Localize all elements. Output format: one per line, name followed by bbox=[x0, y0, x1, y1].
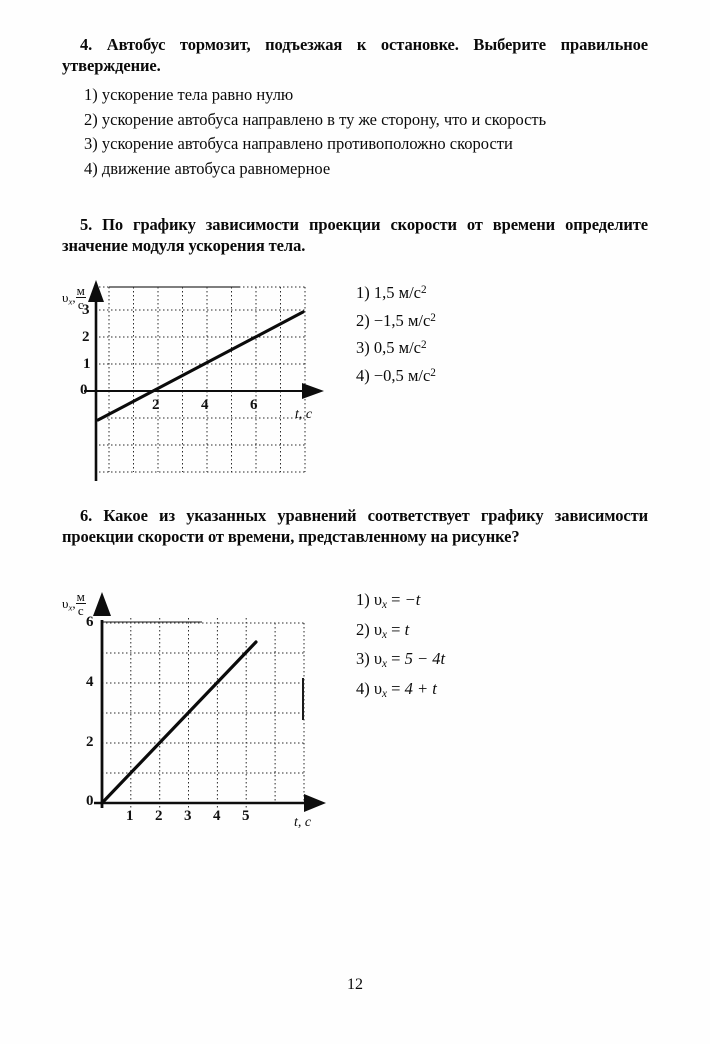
question-4-stem: 4. Автобус тормозит, подъезжая к остановке. Выберите правильное утверждение. bbox=[62, 35, 648, 75]
option-marker: 2) bbox=[356, 310, 370, 330]
option-unit: м/с bbox=[407, 365, 431, 385]
y-tick-label: 0 bbox=[80, 382, 88, 398]
y-tick-label: 2 bbox=[86, 734, 94, 750]
option-equals: = bbox=[391, 649, 401, 669]
graph-q5 bbox=[62, 276, 347, 486]
question-4-options bbox=[62, 83, 648, 181]
ylabel-comma: , bbox=[72, 596, 76, 612]
option-subscript: x bbox=[382, 658, 388, 671]
question-5-block bbox=[62, 214, 648, 256]
option-exponent: 2 bbox=[430, 366, 436, 379]
option-marker: 4) bbox=[356, 365, 370, 385]
option-equals: = bbox=[391, 678, 401, 698]
option-marker: 1) bbox=[356, 590, 370, 609]
unit-denominator: с bbox=[76, 297, 86, 311]
y-tick-label: 1 bbox=[83, 356, 91, 372]
option-value: 0,5 bbox=[373, 338, 395, 358]
option-equals: = bbox=[391, 590, 401, 609]
y-axis bbox=[93, 592, 111, 808]
unit-numerator: м bbox=[76, 589, 85, 604]
option-value: −1,5 bbox=[373, 310, 404, 330]
x-tick-label: 5 bbox=[242, 808, 250, 824]
option-value: 1,5 bbox=[373, 283, 395, 303]
y-tick-label: 3 bbox=[82, 302, 90, 318]
data-series-line bbox=[102, 642, 256, 803]
option-item[interactable] bbox=[356, 361, 436, 389]
option-subscript: x bbox=[382, 599, 388, 612]
x-tick-label: 2 bbox=[155, 808, 163, 824]
option-item[interactable] bbox=[356, 618, 445, 648]
x-tick-label: 1 bbox=[126, 808, 134, 824]
option-marker: 3) bbox=[356, 649, 370, 669]
ylabel-comma: , bbox=[72, 290, 76, 306]
option-lhs: υ bbox=[373, 649, 383, 669]
question-4-block bbox=[62, 34, 648, 181]
option-item[interactable] bbox=[356, 677, 445, 707]
graph-q6 bbox=[62, 580, 347, 840]
option-item[interactable]: 1) ускорение тела равно нулю bbox=[84, 85, 294, 104]
option-item[interactable] bbox=[356, 333, 436, 361]
ylabel-symbol: υ bbox=[62, 596, 69, 612]
option-unit: м/с bbox=[407, 310, 431, 330]
option-exponent: 2 bbox=[420, 284, 427, 296]
graph-q5-xlabel bbox=[295, 407, 312, 423]
option-subscript: x bbox=[382, 628, 388, 641]
option-exponent: 2 bbox=[420, 339, 427, 352]
option-item[interactable] bbox=[356, 588, 445, 618]
option-item[interactable]: 3) ускорение автобуса направлено противоположно скорости bbox=[84, 134, 513, 153]
option-marker: 3) bbox=[356, 338, 370, 358]
question-6-stem: 6. Какое из указанных уравнений соответствует графику зависимости проекции скорости от времени, представленному на рисунке? bbox=[62, 506, 648, 546]
x-tick-label: 2 bbox=[152, 397, 160, 413]
option-item[interactable] bbox=[356, 647, 445, 677]
option-rhs: t bbox=[404, 619, 410, 639]
y-tick-label: 0 bbox=[86, 793, 94, 809]
page-number: 12 bbox=[347, 976, 363, 993]
unit-denominator: с bbox=[76, 603, 86, 617]
question-5-stem: 5. По графику зависимости проекции скорости от времени определите значение модуля ускорения тела. bbox=[62, 215, 648, 255]
x-tick-label: 4 bbox=[201, 397, 209, 413]
option-rhs: −t bbox=[404, 590, 421, 609]
option-subscript: x bbox=[382, 688, 388, 701]
option-item[interactable] bbox=[356, 306, 436, 334]
grid-lines bbox=[102, 618, 304, 808]
option-equals: = bbox=[391, 619, 401, 639]
option-lhs: υ bbox=[373, 678, 383, 698]
ylabel-subscript: x bbox=[68, 296, 73, 307]
option-item[interactable] bbox=[356, 278, 436, 306]
ylabel-unit-fraction bbox=[76, 590, 86, 618]
option-unit: м/с bbox=[398, 283, 421, 303]
option-item[interactable]: 4) движение автобуса равномерное bbox=[84, 158, 331, 178]
graph-q6-canvas bbox=[62, 580, 347, 840]
option-marker: 4) bbox=[356, 678, 370, 698]
y-tick-label: 6 bbox=[86, 614, 94, 630]
x-tick-label: 4 bbox=[213, 808, 221, 824]
option-value: −0,5 bbox=[373, 365, 404, 385]
option-rhs: 4 + t bbox=[404, 678, 437, 698]
option-lhs: υ bbox=[373, 590, 383, 609]
y-axis bbox=[88, 280, 104, 481]
graph-q6-xlabel bbox=[294, 815, 311, 831]
question-5-options bbox=[356, 278, 436, 388]
option-rhs: 5 − 4t bbox=[404, 649, 446, 669]
question-6-options bbox=[356, 588, 445, 707]
option-lhs: υ bbox=[373, 619, 383, 639]
ylabel-symbol: υ bbox=[62, 290, 69, 306]
option-marker: 2) bbox=[356, 619, 370, 639]
graph-q6-ylabel bbox=[62, 590, 86, 618]
y-tick-label: 4 bbox=[86, 674, 94, 690]
xlabel-text: t, с bbox=[294, 815, 312, 830]
option-item[interactable]: 2) ускорение автобуса направлено в ту же сторону, что и скорость bbox=[84, 109, 547, 129]
y-tick-label: 2 bbox=[82, 329, 90, 345]
unit-numerator: м bbox=[76, 283, 85, 298]
question-6-block bbox=[62, 505, 648, 547]
xlabel-text: t, с bbox=[295, 407, 313, 422]
option-exponent: 2 bbox=[430, 311, 436, 324]
ylabel-subscript: x bbox=[68, 602, 73, 613]
x-tick-label: 6 bbox=[250, 397, 258, 413]
option-marker: 1) bbox=[356, 283, 370, 303]
grid-lines bbox=[95, 287, 305, 472]
x-tick-label: 3 bbox=[184, 808, 192, 824]
option-unit: м/с bbox=[398, 338, 421, 358]
graph-q5-canvas bbox=[62, 276, 347, 486]
